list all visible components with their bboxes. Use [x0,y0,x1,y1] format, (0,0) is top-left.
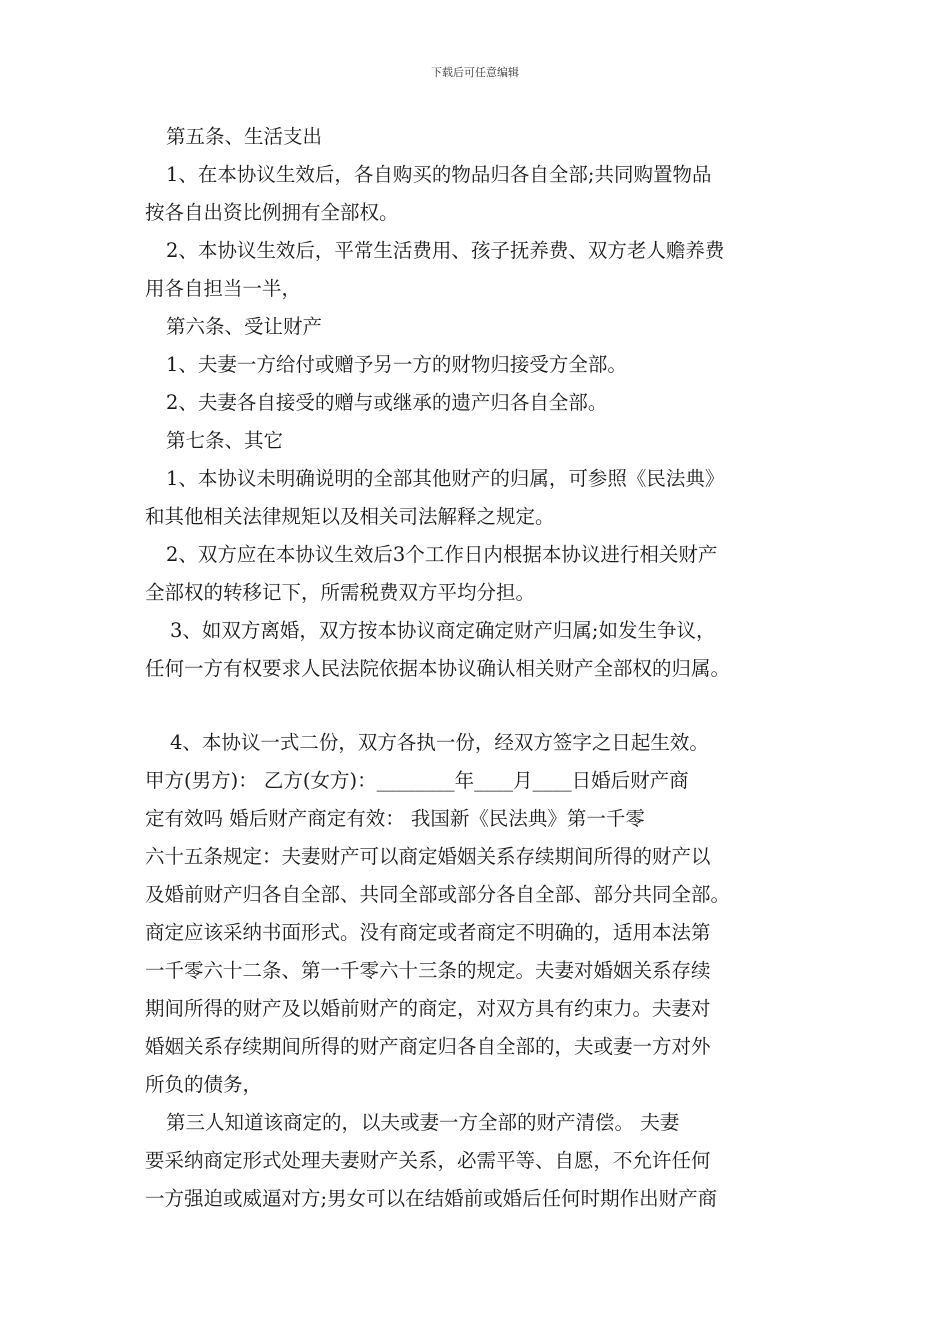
article-7-heading: 第七条、其它 [166,429,284,452]
paragraph-line: 和其他相关法律规矩以及相关司法解释之规定。 [145,505,555,528]
paragraph-line: 用各自担当一半， [145,277,302,300]
paragraph-line: 及婚前财产归各自全部、共同全部或部分各自全部、部分共同全部。 [145,883,731,906]
paragraph-line: 一千零六十二条、第一千零六十三条的规定。夫妻对婚姻关系存续 [145,959,711,982]
paragraph-line: 商定应该采纳书面形式。没有商定或者商定不明确的，适用本法第 [145,921,711,944]
paragraph-line: 2、本协议生效后，平常生活费用、孩子抚养费、双方老人赡养费 [166,239,725,262]
paragraph-line: 第三人知道该商定的，以夫或妻一方全部的财产清偿。 夫妻 [166,1111,680,1134]
paragraph-line: 4、本协议一式二份，双方各执一份，经双方签字之日起生效。 [170,731,709,754]
article-6-heading: 第六条、受让财产 [166,315,323,338]
paragraph-line: 按各自出资比例拥有全部权。 [145,201,399,224]
signature-line: 甲方(男方)： 乙方(女方)：________年____月____日婚后财产商 [145,769,689,792]
paragraph-line: 六十五条规定：夫妻财产可以商定婚姻关系存续期间所得的财产以 [145,845,711,868]
paragraph-line: 一方强迫或威逼对方;男女可以在结婚前或婚后任何时期作出财产商 [145,1187,718,1210]
paragraph-line: 定有效吗 婚后财产商定有效： 我国新《民法典》第一千零 [145,807,645,830]
paragraph-line: 1、夫妻一方给付或赠予另一方的财物归接受方全部。 [166,353,627,376]
paragraph-line: 1、在本协议生效后，各自购买的物品归各自全部;共同购置物品 [166,163,712,186]
paragraph-line: 2、双方应在本协议生效后3个工作日内根据本协议进行相关财产 [166,543,718,566]
paragraph-line: 任何一方有权要求人民法院依据本协议确认相关财产全部权的归属。 [145,657,731,680]
paragraph-line: 2、夫妻各自接受的赠与或继承的遗产归各自全部。 [166,391,608,414]
paragraph-gap [145,688,817,724]
paragraph-line: 1、本协议未明确说明的全部其他财产的归属，可参照《民法典》 [166,467,725,490]
paragraph-line: 3、如双方离婚，双方按本协议商定确定财产归属;如发生争议， [170,619,716,642]
paragraph-line: 婚姻关系存续期间所得的财产商定归各自全部的，夫或妻一方对外 [145,1035,711,1058]
paragraph-line: 全部权的转移记下，所需税费双方平均分担。 [145,581,536,604]
page-header: 下载后可任意编辑 [431,66,519,79]
article-5-heading: 第五条、生活支出 [166,125,323,148]
document-body [145,118,817,1218]
paragraph-line: 所负的债务， [145,1073,263,1096]
paragraph-line: 期间所得的财产及以婚前财产的商定，对双方具有约束力。夫妻对 [145,997,711,1020]
paragraph-line: 要采纳商定形式处理夫妻财产关系，必需平等、自愿，不允许任何 [145,1149,711,1172]
